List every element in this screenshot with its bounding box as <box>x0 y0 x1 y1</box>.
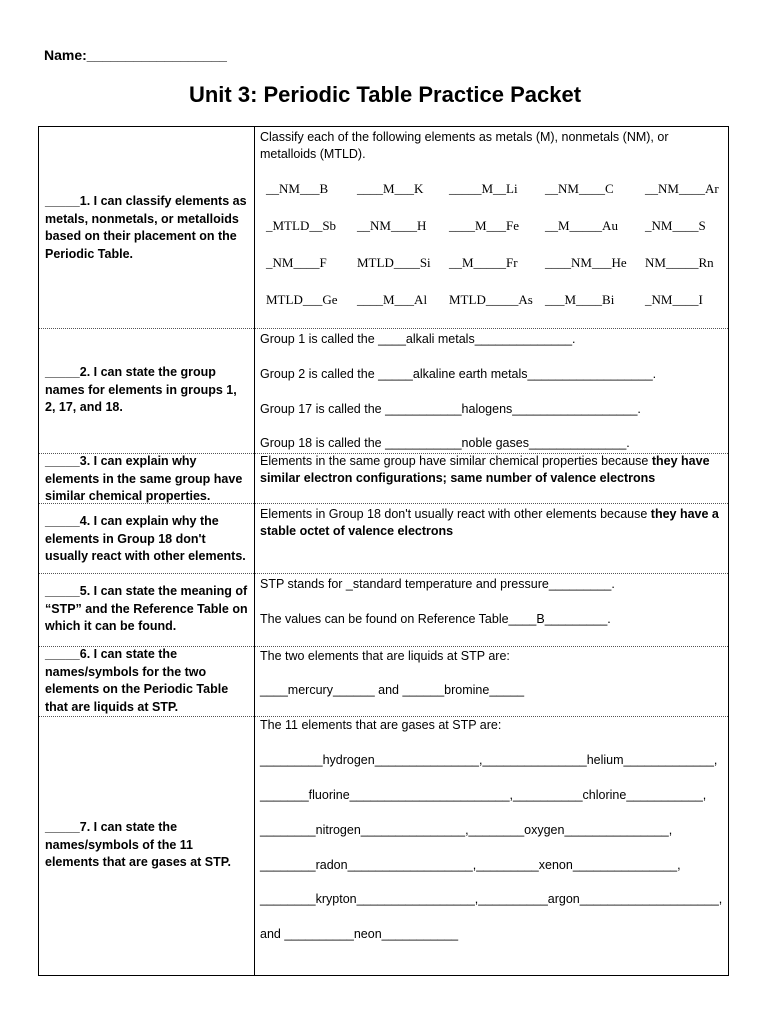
element-answer[interactable]: _NM____I <box>645 292 703 307</box>
group2-answer[interactable]: Group 2 is called the _____alkaline earth metals__________________. <box>260 367 657 381</box>
practice-table <box>38 126 729 976</box>
group17-answer[interactable]: Group 17 is called the ___________halogens__________________. <box>260 402 641 416</box>
liquids-prompt: The two elements that are liquids at STP are: <box>260 649 510 663</box>
objective-3: _____3. I can explain why elements in the same group have similar chemical properties. <box>45 454 243 503</box>
element-answer[interactable]: __NM____C <box>545 181 614 196</box>
row-divider <box>39 573 728 574</box>
element-answer[interactable]: _NM____S <box>645 218 706 233</box>
element-answer[interactable]: NM_____Rn <box>645 255 714 270</box>
gases-answer-line[interactable]: ________radon__________________,_________xenon_______________, <box>260 858 681 872</box>
column-divider <box>254 127 255 975</box>
element-answer[interactable]: MTLD_____As <box>449 292 533 307</box>
gases-answer-line[interactable]: _______fluorine_______________________,__________chlorine___________, <box>260 788 707 802</box>
element-answer[interactable]: _____M__Li <box>449 181 518 196</box>
gases-answer-line[interactable]: ________nitrogen_______________,________oxygen_______________, <box>260 823 673 837</box>
group18-answer[interactable]: Group 18 is called the ___________noble gases______________. <box>260 436 630 450</box>
element-answer[interactable]: __M_____Au <box>545 218 618 233</box>
page-title: Unit 3: Periodic Table Practice Packet <box>188 82 582 107</box>
stp-meaning-answer[interactable]: STP stands for _standard temperature and pressure_________. <box>260 577 615 591</box>
element-answer[interactable]: __NM____H <box>357 218 427 233</box>
objective-7: _____7. I can state the names/symbols of the 11 elements that are gases at STP. <box>45 820 231 869</box>
element-answer[interactable]: _NM____F <box>266 255 327 270</box>
gases-answer-line[interactable]: _________hydrogen_______________,_______________helium_____________, <box>260 753 718 767</box>
answer-text[interactable]: they have similar electron configurations; same number of valence electrons <box>260 454 710 485</box>
element-answer[interactable]: __NM____Ar <box>645 181 719 196</box>
element-answer[interactable]: _MTLD__Sb <box>266 218 337 233</box>
element-answer[interactable]: ____M___Fe <box>449 218 520 233</box>
group1-answer[interactable]: Group 1 is called the ____alkali metals______________. <box>260 332 576 346</box>
answer-text[interactable]: they have a stable octet of valence electrons <box>260 507 719 538</box>
answer-prompt: Elements in Group 18 don't usually react with other elements because <box>260 507 651 521</box>
classify-instructions: Classify each of the following elements as metals (M), nonmetals (NM), or metalloids (MTLD). <box>260 130 669 161</box>
objective-6: _____6. I can state the names/symbols for the two elements on the Periodic Table that are liquids at STP. <box>45 647 229 714</box>
element-answer[interactable]: MTLD___Ge <box>266 292 338 307</box>
element-answer[interactable]: ____NM___He <box>545 255 627 270</box>
objective-2: _____2. I can state the group names for elements in groups 1, 2, 17, and 18. <box>45 365 237 414</box>
objective-4: _____4. I can explain why the elements in Group 18 don't usually react with other elements. <box>45 514 246 563</box>
element-answer[interactable]: ____M___K <box>357 181 424 196</box>
liquids-answer[interactable]: ____mercury______ and ______bromine_____ <box>260 683 525 697</box>
row-divider <box>39 328 728 329</box>
name-field[interactable]: Name:__________________ <box>44 47 227 63</box>
gases-answer-line[interactable]: and __________neon___________ <box>260 927 459 941</box>
objective-1: _____1. I can classify elements as metals, nonmetals, or metalloids based on their placement on the Periodic Table. <box>45 194 247 261</box>
element-answer[interactable]: ___M____Bi <box>545 292 615 307</box>
element-answer[interactable]: ____M___Al <box>357 292 428 307</box>
gases-prompt: The 11 elements that are gases at STP are: <box>260 718 502 732</box>
gases-answer-line[interactable]: ________krypton_________________,__________argon____________________, <box>260 892 723 906</box>
element-answer[interactable]: MTLD____Si <box>357 255 431 270</box>
same-group-answer <box>260 453 720 487</box>
group18-unreactive-answer <box>260 506 720 540</box>
objective-5: _____5. I can state the meaning of “STP” and the Reference Table on which it can be found. <box>45 584 248 633</box>
element-answer[interactable]: __M_____Fr <box>449 255 518 270</box>
answer-prompt: Elements in the same group have similar chemical properties because <box>260 454 652 468</box>
reference-table-answer[interactable]: The values can be found on Reference Table____B_________. <box>260 612 611 626</box>
element-answer[interactable]: __NM___B <box>266 181 329 196</box>
